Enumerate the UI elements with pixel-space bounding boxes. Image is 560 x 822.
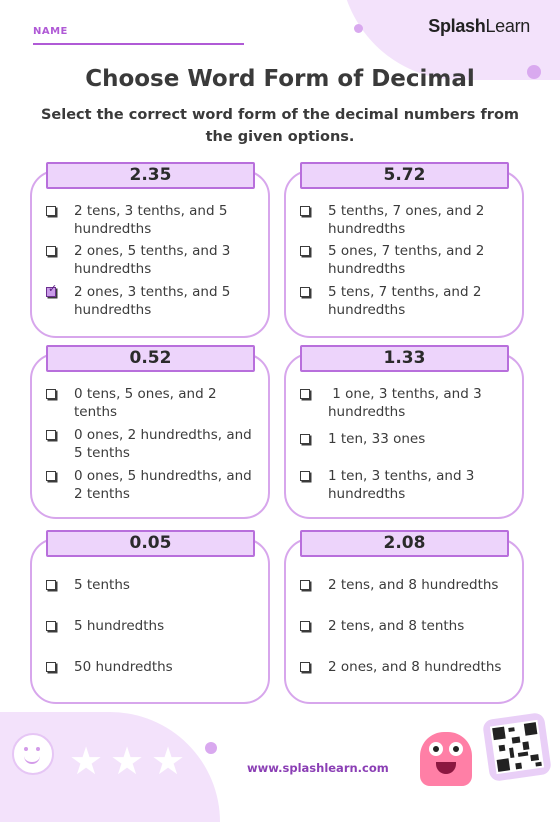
option-label: 5 tens, 7 tenths, and 2 hundredths	[328, 284, 482, 318]
option-label: 0 tens, 5 ones, and 2 tenths	[74, 386, 217, 420]
decimal-number: 5.72	[300, 162, 509, 189]
answer-option[interactable]	[46, 576, 264, 594]
page-title: Choose Word Form of Decimal	[85, 66, 475, 92]
decor-dot	[205, 742, 217, 754]
decimal-number: 1.33	[300, 345, 509, 372]
option-label: 5 hundredths	[74, 618, 165, 634]
checkbox[interactable]	[300, 206, 310, 216]
option-label: 2 ones, 5 tenths, and 3 hundredths	[74, 243, 231, 277]
checkbox[interactable]	[46, 471, 56, 481]
decimal-number: 2.35	[46, 162, 255, 189]
checkbox[interactable]	[46, 246, 56, 256]
option-label: 0 ones, 2 hundredths, and 5 tenths	[74, 427, 252, 461]
option-label: 5 tenths	[74, 577, 130, 593]
smiley-icon	[12, 733, 54, 775]
option-label: 2 ones, 3 tenths, and 5 hundredths	[74, 284, 231, 318]
answer-option[interactable]	[46, 385, 264, 421]
answer-option[interactable]	[300, 467, 518, 503]
star-icon: ★	[110, 739, 145, 783]
star-icon: ★	[151, 739, 186, 783]
question-card	[284, 165, 524, 338]
checkbox[interactable]	[46, 389, 56, 399]
decor-dot	[354, 24, 363, 33]
checkbox[interactable]	[46, 206, 56, 216]
check-mark-icon: ✓	[48, 282, 58, 295]
answer-option[interactable]	[300, 242, 518, 278]
checkbox[interactable]	[46, 580, 56, 590]
option-label: 0 ones, 5 hundredths, and 2 tenths	[74, 468, 252, 502]
answer-option[interactable]	[300, 385, 518, 421]
answer-option[interactable]	[46, 658, 264, 676]
question-card	[30, 348, 270, 519]
checkbox[interactable]	[46, 662, 56, 672]
option-label: 2 ones, and 8 hundredths	[328, 659, 502, 675]
name-label: NAME	[33, 26, 68, 37]
checkbox[interactable]	[300, 471, 310, 481]
answer-option[interactable]	[300, 576, 518, 594]
checkbox[interactable]	[300, 621, 310, 631]
checkbox[interactable]	[300, 580, 310, 590]
option-label: 1 one, 3 tenths, and 3 hundredths	[328, 386, 486, 420]
decimal-number: 0.52	[46, 345, 255, 372]
option-label: 2 tens, and 8 tenths	[328, 618, 465, 634]
question-card	[284, 533, 524, 704]
answer-option[interactable]	[300, 430, 518, 448]
answer-option[interactable]	[46, 467, 264, 503]
answer-option[interactable]	[300, 202, 518, 238]
checkbox-checked[interactable]	[46, 282, 58, 297]
decimal-number: 2.08	[300, 530, 509, 557]
answer-option[interactable]	[46, 283, 264, 319]
answer-option[interactable]	[300, 283, 518, 319]
option-label: 5 ones, 7 tenths, and 2 hundredths	[328, 243, 485, 277]
option-label: 1 ten, 33 ones	[328, 431, 426, 447]
splashlearn-logo: SplashLearn	[428, 16, 530, 36]
checkbox[interactable]	[300, 246, 310, 256]
checkbox[interactable]	[46, 621, 56, 631]
star-icon: ★	[69, 739, 104, 783]
name-line[interactable]	[33, 43, 244, 45]
checkbox[interactable]	[300, 287, 310, 297]
answer-option[interactable]	[300, 617, 518, 635]
answer-option[interactable]	[46, 426, 264, 462]
answer-option[interactable]	[46, 242, 264, 278]
checkbox[interactable]	[300, 389, 310, 399]
question-card	[284, 348, 524, 519]
decimal-number: 0.05	[46, 530, 255, 557]
option-label: 50 hundredths	[74, 659, 173, 675]
checkbox[interactable]	[300, 434, 310, 444]
instructions: Select the correct word form of the decimal numbers from the given options.	[40, 107, 520, 145]
checkbox[interactable]	[46, 430, 56, 440]
answer-option[interactable]	[46, 202, 264, 238]
website-url[interactable]: www.splashlearn.com	[247, 761, 389, 775]
monster-mascot-icon	[420, 732, 472, 786]
option-label: 2 tens, and 8 hundredths	[328, 577, 499, 593]
answer-option[interactable]	[300, 658, 518, 676]
option-label: 1 ten, 3 tenths, and 3 hundredths	[328, 468, 475, 502]
option-label: 5 tenths, 7 ones, and 2 hundredths	[328, 203, 485, 237]
qr-code-icon[interactable]	[482, 712, 552, 782]
option-label: 2 tens, 3 tenths, and 5 hundredths	[74, 203, 228, 237]
checkbox[interactable]	[300, 662, 310, 672]
answer-option[interactable]	[46, 617, 264, 635]
question-card	[30, 165, 270, 338]
question-card	[30, 533, 270, 704]
